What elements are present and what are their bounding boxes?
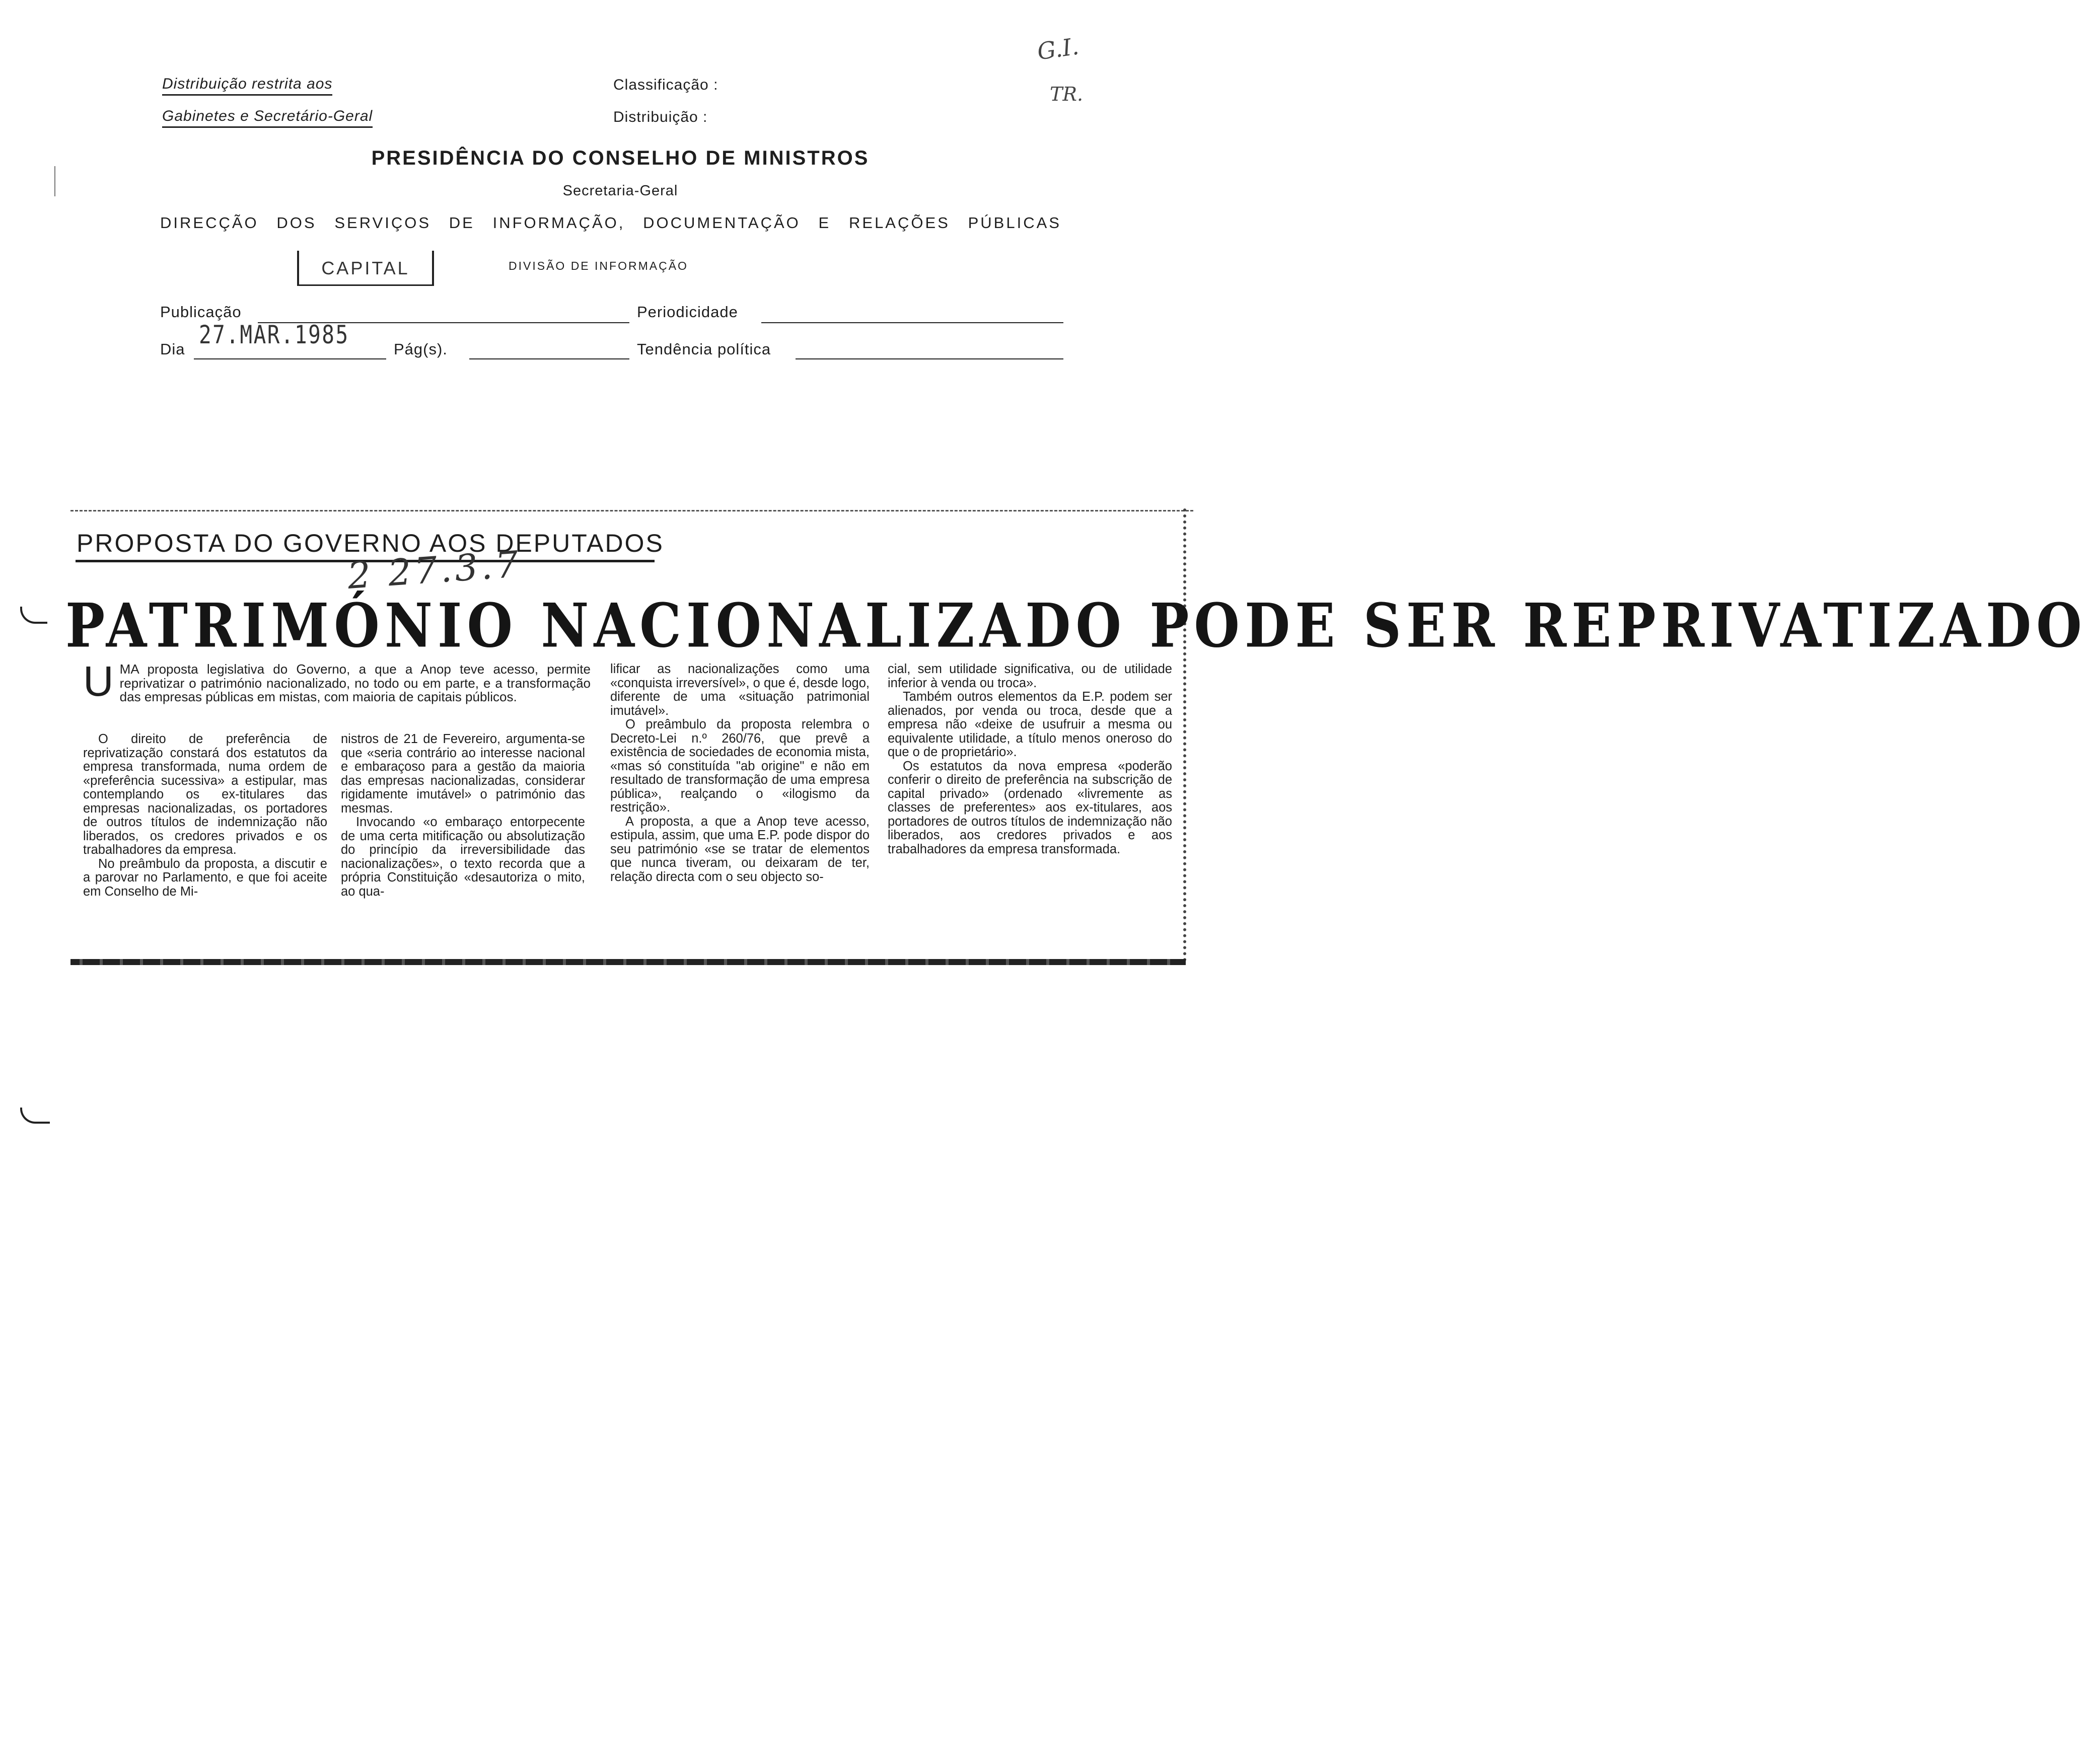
clipping-right-edge [1183,508,1186,962]
margin-corner-mark [20,607,47,624]
clipping-top-edge [70,510,1193,511]
direccao-word: E [818,214,831,232]
lede-dropcap: U [83,657,114,705]
paragraph: Invocando «o embaraço entorpecente de uma certa mitificação ou absolutização do princípio da irreversibilidade das nacionalizações», o texto recorda que a própria Constituição «desautoriza o mito, ao qua- [341,815,585,899]
paragraph: O direito de preferência de reprivatização constará dos estatutos da empresa transformada, numa ordem de «preferência sucessiva» a estipular, mas contemplando os ex-titulares das empresas nacionalizadas, os portadores de outros títulos de indemnização não liberados, os credores privados e os trabalhadores da empresa. [83,732,327,857]
secretaria-subtitle: Secretaria-Geral [562,183,678,199]
direccao-word: INFORMAÇÃO, [492,214,625,232]
tendencia-field [796,358,1063,359]
classificacao-label: Classificação : [613,77,718,93]
paragraph: lificar as nacionalizações como uma «conquista irreversível», o que é, desde logo, diferente de uma «situação patrimonial imutável». [610,662,870,718]
handwritten-initials-2: TR. [1050,83,1084,105]
direccao-word: DOCUMENTAÇÃO [643,214,801,232]
paragraph: nistros de 21 de Fevereiro, argumenta-se que «seria contrário ao interesse nacional e embaraçoso para a gestão da maioria das empresas nacionalizadas, considerar rigidamente imutável» o património das mesmas. [341,732,585,816]
article-column-2 [341,732,585,899]
paragraph: No preâmbulo da proposta, a discutir e a parovar no Parlamento, e que foi aceite em Conselho de Mi- [83,856,327,899]
institution-title: PRESIDÊNCIA DO CONSELHO DE MINISTROS [371,147,870,169]
article-column-3 [610,663,870,884]
article-headline: PATRIMÓNIO NACIONALIZADO PODE SER REPRIVATIZADO [65,590,2087,662]
handwritten-date-annotation: 2 27.3.7 [346,543,523,597]
publication-stamp: CAPITAL [297,251,434,286]
dia-field [194,358,386,359]
distribution-line-2: Gabinetes e Secretário-Geral [162,108,373,125]
direccao-word: RELAÇÕES [849,214,950,232]
distribution-line-1: Distribuição restrita aos [162,76,332,93]
direccao-word: DIRECÇÃO [160,214,259,232]
direccao-word: DE [449,214,475,232]
paragraph: Os estatutos da nova empresa «poderão conferir o direito de preferência na subscrição de capital privado» (ordenado «livremente as classes de preferentes» aos ex-titulares, aos portadores de outros títulos de indemnização não liberados, aos credores privados e aos trabalhadores da empresa transformada. [888,759,1172,856]
clipping-bottom-edge [70,959,1186,965]
pags-field [469,358,629,359]
article-kicker: PROPOSTA DO GOVERNO AOS DEPUTADOS [77,529,664,557]
direccao-word: DOS [276,214,317,232]
direccao-line [160,214,1061,232]
tendencia-label: Tendência política [637,340,771,358]
publicacao-label: Publicação [160,303,242,321]
article-lede [83,657,591,705]
periodicidade-field [761,322,1063,323]
handwritten-initials: G.I. [1035,32,1081,65]
paragraph: Também outros elementos da E.P. podem ser alienados, por venda ou troca, desde que a empresa não «deixe de usufruir a mesma ou equivalente utilidade, a título menos oneroso do que o de proprietário». [888,690,1172,759]
paragraph: O preâmbulo da proposta relembra o Decreto-Lei n.º 260/76, que prevê a existência de sociedades de economia mista, «mas só constituída "ab origine" e não em resultado de transformação de uma empresa pública», realçando o «ilogismo da restrição». [610,717,870,815]
distribuicao-label: Distribuição : [613,109,708,125]
paragraph: cial, sem utilidade significativa, ou de utilidade inferior à venda ou troca». [888,662,1172,690]
dia-label: Dia [160,340,185,358]
paragraph: A proposta, a que a Anop teve acesso, estipula, assim, que uma E.P. pode dispor do seu património «se se tratar de elementos que nunca tiveram, ou deixaram de ter, relação directa com o seu objecto so- [610,814,870,884]
dia-value: 27.MAR.1985 [199,320,349,349]
lede-text: MA proposta legislativa do Governo, a que a Anop teve acesso, permite reprivatizar o património nacionalizado, no todo ou em parte, e a transformação das empresas públicas em mistas, com maioria de capitais públicos. [119,662,591,704]
divisao-label: DIVISÃO DE INFORMAÇÃO [509,259,688,272]
periodicidade-label: Periodicidade [637,303,738,321]
direccao-word: SERVIÇOS [334,214,431,232]
pags-label: Pág(s). [394,340,448,358]
margin-corner-mark-lower [20,1108,50,1124]
direccao-word: PÚBLICAS [968,214,1061,232]
article-column-4 [888,663,1172,856]
article-column-1 [83,732,327,899]
